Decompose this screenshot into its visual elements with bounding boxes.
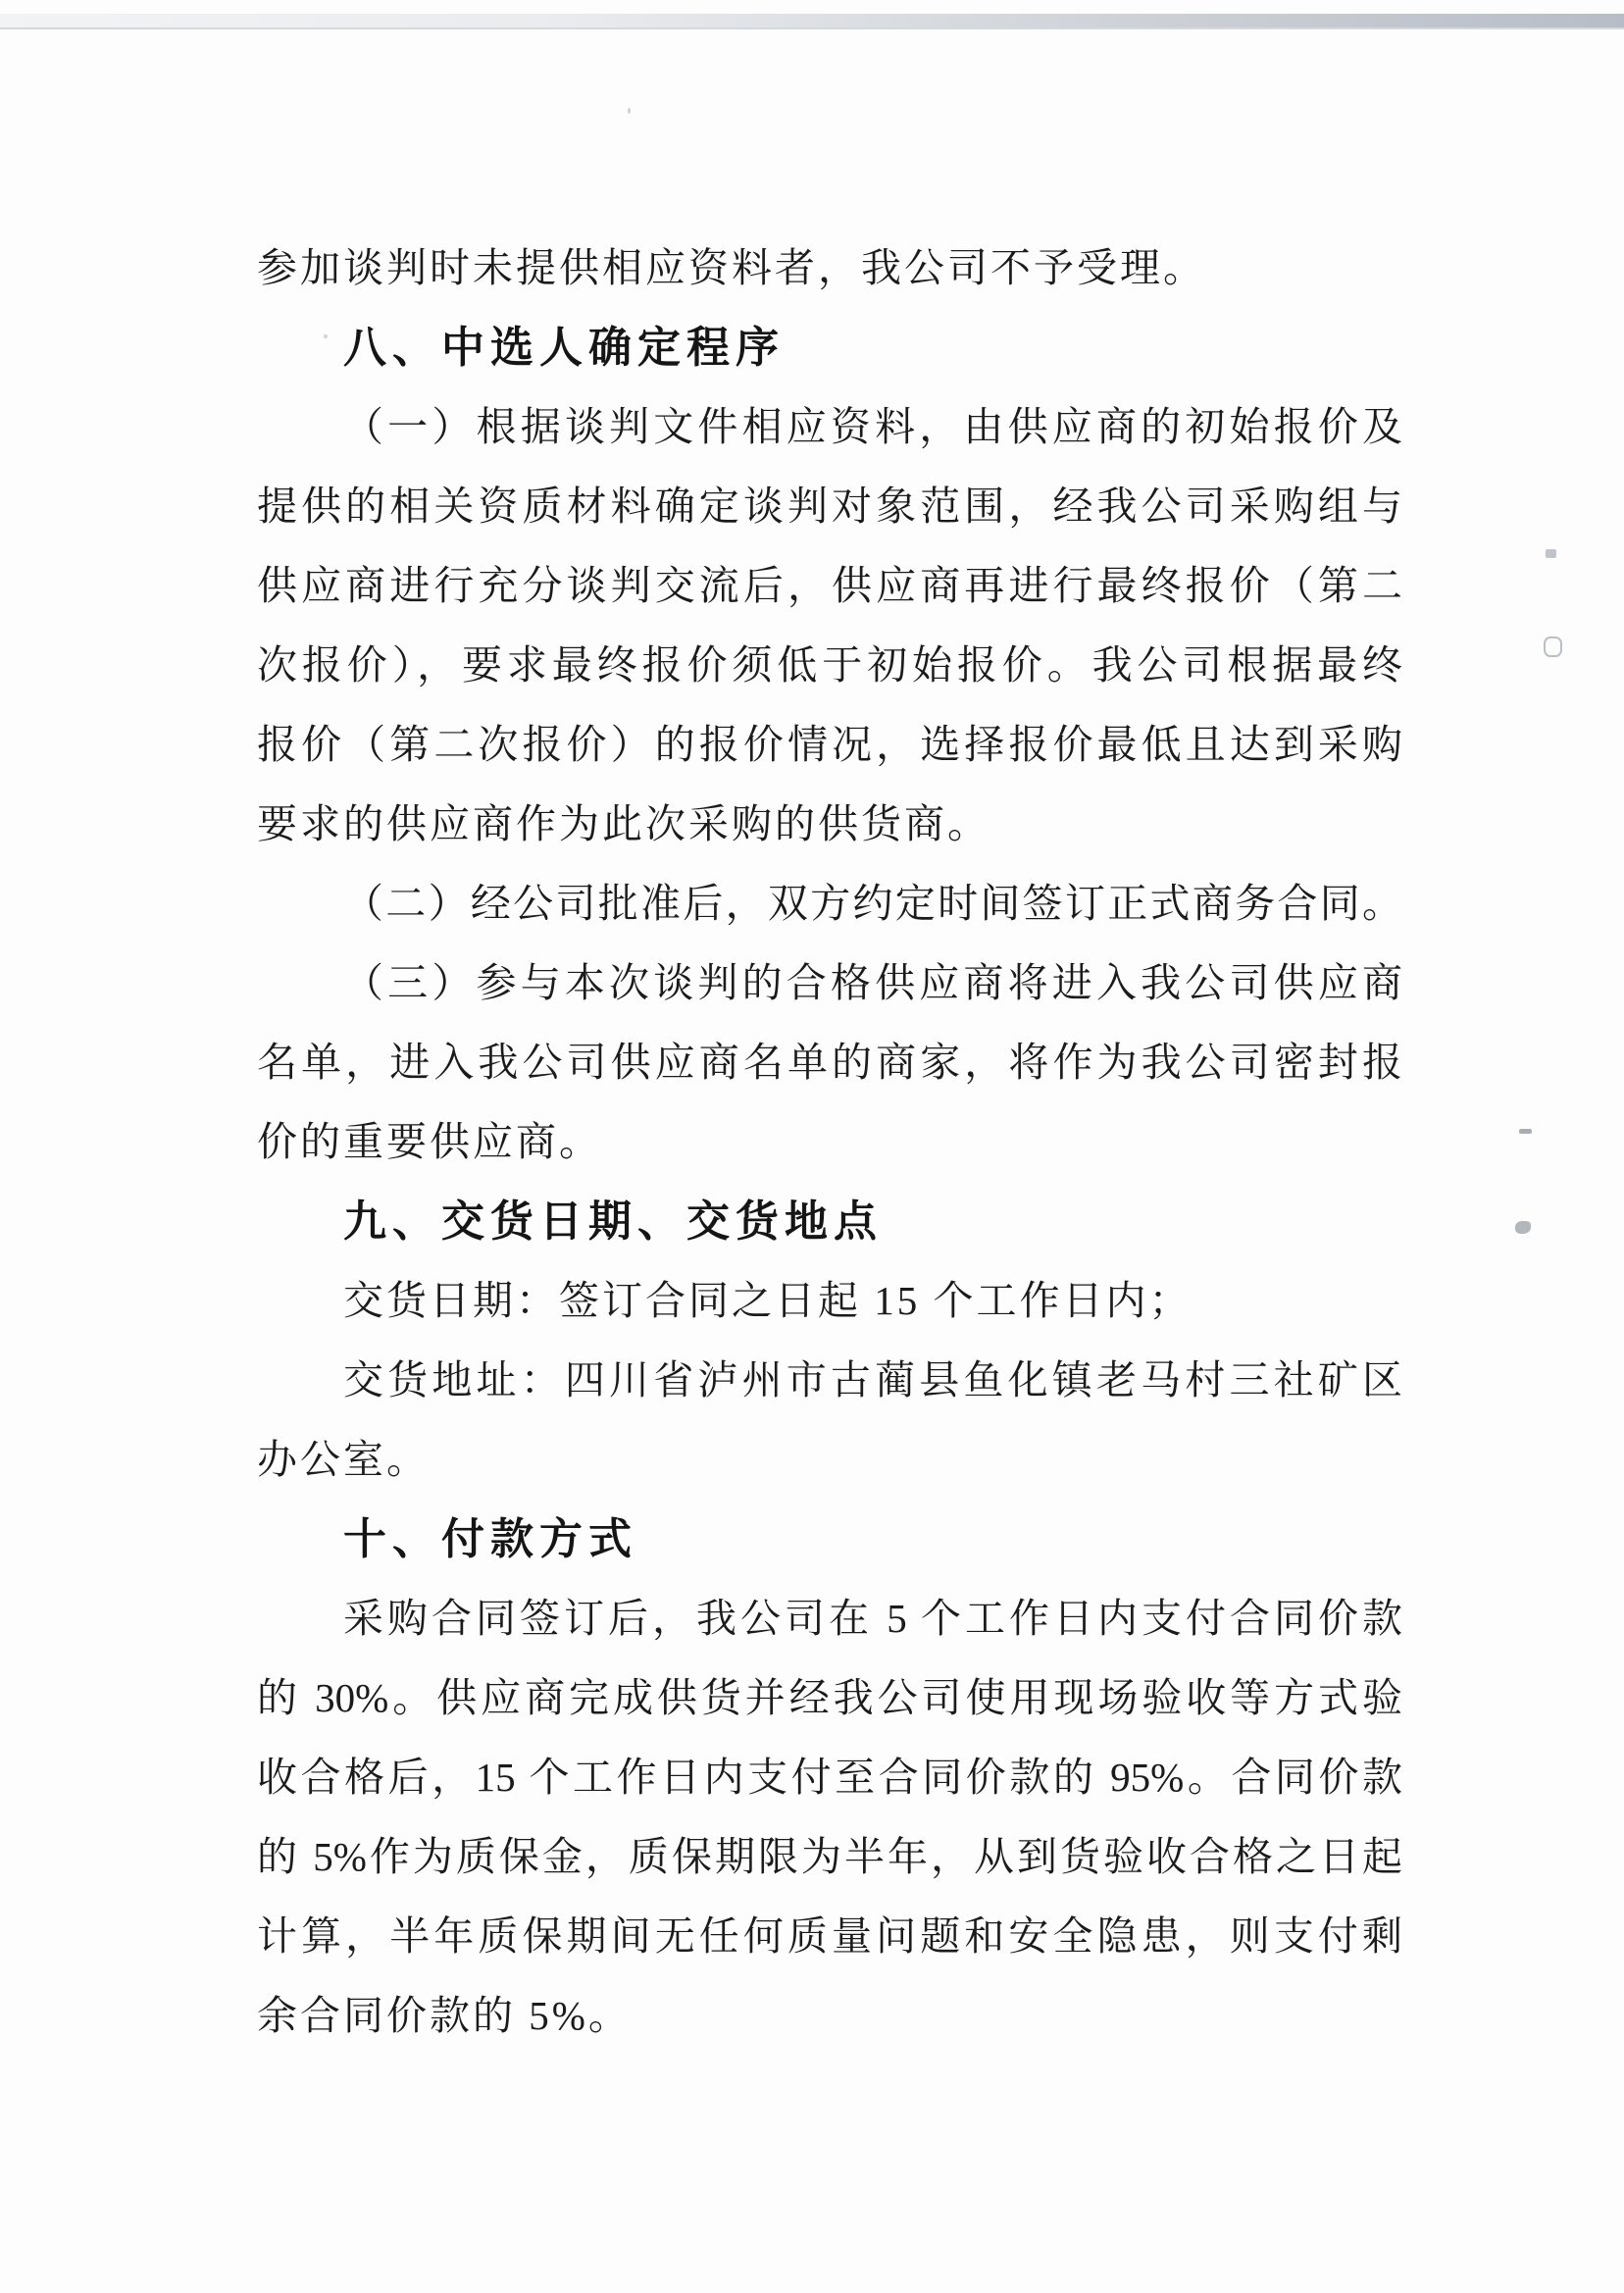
text-line: 交货地址：四川省泸州市古蔺县鱼化镇老马村三社矿区 (343, 1357, 1402, 1402)
text-line: 要求的供应商作为此次采购的供货商。 (257, 801, 990, 846)
scan-artifact (1544, 637, 1562, 657)
text-line: 计算，半年质保期间无任何质量问题和安全隐患，则支付剩 (257, 1913, 1402, 1959)
section-heading: 八、中选人确定程序 (343, 324, 785, 372)
text-line: 交货日期：签订合同之日起 15 个工作日内； (343, 1278, 1193, 1323)
text-line: 次报价），要求最终报价须低于初始报价。我公司根据最终 (257, 642, 1402, 688)
text-line: （二）经公司批准后，双方约定时间签订正式商务合同。 (343, 881, 1402, 926)
text-line: 的 30%。供应商完成供货并经我公司使用现场验收等方式验 (257, 1675, 1402, 1720)
text-line: 参加谈判时未提供相应资料者，我公司不予受理。 (257, 245, 1206, 290)
text-line: 名单，进入我公司供应商名单的商家，将作为我公司密封报 (257, 1040, 1402, 1085)
text-line: 提供的相关资质材料确定谈判对象范围，经我公司采购组与 (257, 484, 1402, 529)
document-text-column (257, 229, 1402, 2056)
text-line: 报价（第二次报价）的报价情况，选择报价最低且达到采购 (257, 722, 1402, 767)
scan-artifact (324, 334, 328, 338)
scan-artifact (1546, 549, 1556, 558)
text-line: 价的重要供应商。 (257, 1119, 602, 1164)
text-line: 供应商进行充分谈判交流后，供应商再进行最终报价（第二 (257, 563, 1402, 608)
text-line: 的 5%作为质保金，质保期限为半年，从到货验收合格之日起 (257, 1834, 1402, 1879)
text-line: （三）参与本次谈判的合格供应商将进入我公司供应商 (343, 960, 1402, 1005)
scan-artifact (1515, 1221, 1531, 1234)
text-line: 采购合同签订后，我公司在 5 个工作日内支付合同价款 (343, 1596, 1402, 1641)
text-line: 收合格后，15 个工作日内支付至合同价款的 95%。合同价款 (257, 1755, 1402, 1800)
scan-artifact (628, 108, 631, 114)
section-heading: 十、付款方式 (343, 1515, 637, 1563)
scan-artifact (1519, 1129, 1532, 1134)
text-line: （一）根据谈判文件相应资料，由供应商的初始报价及 (343, 404, 1402, 449)
text-line: 办公室。 (257, 1437, 430, 1482)
section-heading: 九、交货日期、交货地点 (343, 1197, 883, 1246)
text-line: 余合同价款的 5%。 (257, 1993, 632, 2038)
scan-top-edge-band (0, 14, 1624, 29)
